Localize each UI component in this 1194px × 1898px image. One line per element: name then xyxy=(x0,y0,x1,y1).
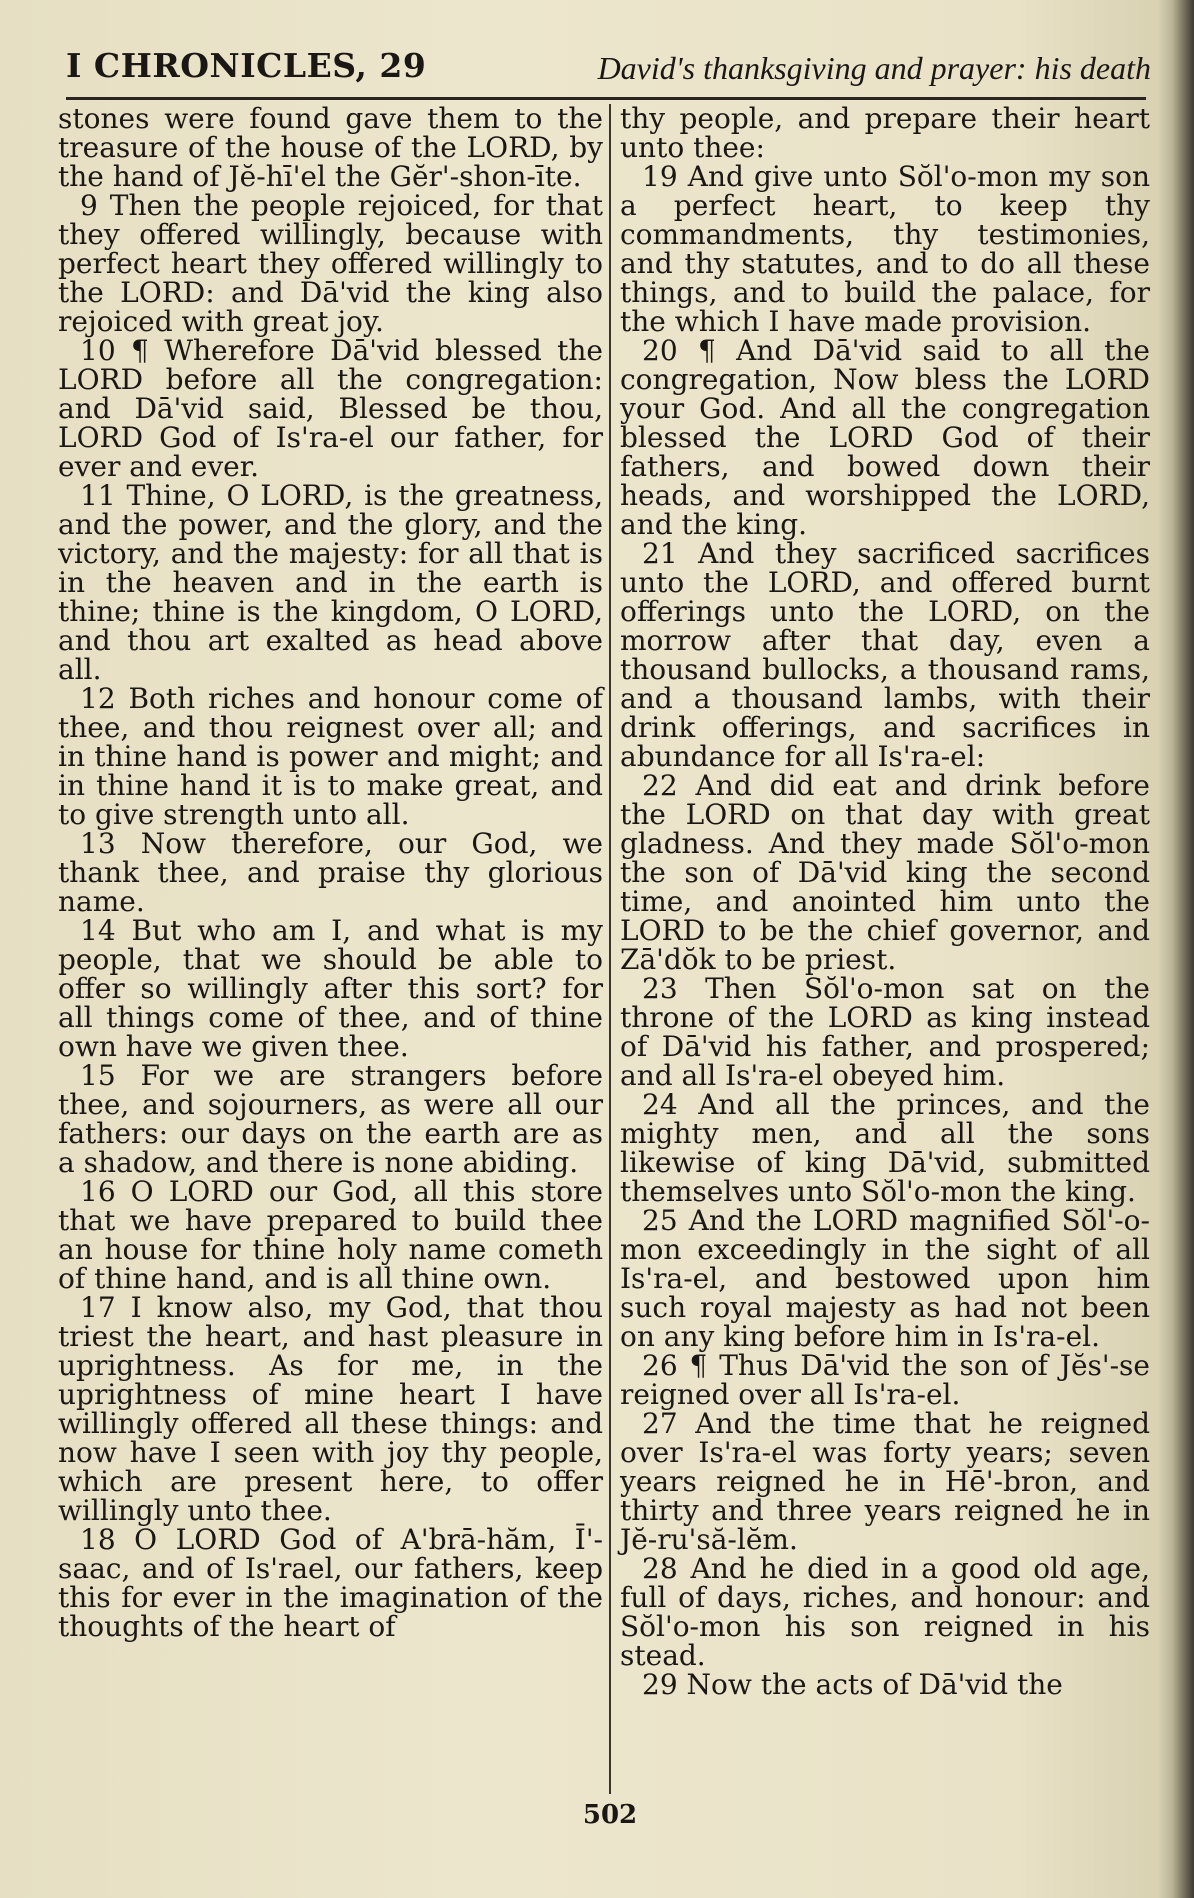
verse-19: 19 And give unto Sŏl'o-mon my son a perfect heart, to keep thy commandments, thy testimonies, and thy statutes, and to do all these things, and to build the palace, for the which I have made provision. xyxy=(620,160,1150,338)
column-divider xyxy=(609,104,611,1794)
page-edge-shadow xyxy=(1172,0,1194,1898)
verse-29: 29 Now the acts of Dā'vid the xyxy=(642,1668,1063,1701)
verse-25: 25 And the LORD magnified Sŏl'-o-mon exceedingly in the sight of all Is'ra-el, and bestowed upon him such royal majesty as had not been on any king before him in Is'ra-el. xyxy=(620,1204,1150,1353)
verse-23: 23 Then Sŏl'o-mon sat on the throne of the LORD as king instead of Dā'vid his father, and prospered; and all Is'ra-el obeyed him. xyxy=(620,972,1150,1092)
verse-13: 13 Now therefore, our God, we thank thee, and praise thy glorious name. xyxy=(58,827,603,918)
verse-20: 20 ¶ And Dā'vid said to all the congregation, Now bless the LORD your God. And all the congregation blessed the LORD God of their fathers, and bowed down their heads, and worshipped the LORD, and the king. xyxy=(620,334,1150,541)
verse-28: 28 And he died in a good old age, full of days, riches, and honour: and Sŏl'o-mon his son reigned in his stead. xyxy=(620,1552,1150,1672)
verse-14: 14 But who am I, and what is my people, that we should be able to offer so willingly after this sort? for all things come of thee, and of thine own have we given thee. xyxy=(58,914,603,1063)
left-column xyxy=(58,104,603,1804)
verse-18: 18 O LORD God of A'brā-hăm, Ī'-saac, and of Is'rael, our fathers, keep this for ever in the imagination of the thoughts of the heart of xyxy=(58,1523,603,1643)
verse-15: 15 For we are strangers before thee, and sojourners, as were all our fathers: our days on the earth are as a shadow, and there is none abiding. xyxy=(58,1059,603,1179)
verse-26: 26 ¶ Thus Dā'vid the son of Jĕs'-se reigned over all Is'ra-el. xyxy=(620,1349,1150,1411)
verse-9: 9 Then the people rejoiced, for that they offered willingly, because with perfect heart they offered willingly to the LORD: and Dā'vid the king also rejoiced with great joy. xyxy=(58,189,603,338)
verse-17: 17 I know also, my God, that thou triest the heart, and hast pleasure in uprightness. As for me, in the uprightness of mine heart I have willingly offered all these things: and now have I seen with joy thy people, which are present here, to offer willingly unto thee. xyxy=(58,1291,603,1527)
page-header xyxy=(66,40,1151,100)
running-title: David's thanksgiving and prayer: his death xyxy=(597,50,1151,86)
verse-21: 21 And they sacrificed sacrifices unto the LORD, and offered burnt offerings unto the LORD, on the morrow after that day, even a thousand bullocks, a thousand rams, and a thousand lambs, with their drink offerings, and sacrifices in abundance for all Is'ra-el: xyxy=(620,537,1150,773)
verse-12: 12 Both riches and honour come of thee, and thou reignest over all; and in thine hand is power and might; and in thine hand it is to make great, and to give strength unto all. xyxy=(58,682,603,831)
verse-16: 16 O LORD our God, all this store that we have prepared to build thee an house for thine holy name cometh of thine hand, and is all thine own. xyxy=(58,1175,603,1295)
verse-22: 22 And did eat and drink before the LORD on that day with great gladness. And they made Sŏl'o-mon the son of Dā'vid king the second time, and anointed him unto the LORD to be the chief governor, and Zā'dŏk to be priest. xyxy=(620,769,1150,976)
verse-10: 10 ¶ Wherefore Dā'vid blessed the LORD before all the congregation: and Dā'vid said, Blessed be thou, LORD God of Is'ra-el our father, for ever and ever. xyxy=(58,334,603,483)
verse-continuation: stones were found gave them to the treasure of the house of the LORD, by the hand of Jĕ-hī'el the Gĕr'-shon-īte. xyxy=(58,102,603,193)
verse-27: 27 And the time that he reigned over Is'ra-el was forty years; seven years reigned he in Hē'-bron, and thirty and three years reigned he in Jĕ-ru'să-lĕm. xyxy=(620,1407,1150,1556)
header-rule xyxy=(66,97,1146,100)
verse-continuation: thy people, and prepare their heart unto thee: xyxy=(620,102,1150,164)
book-chapter-heading: I CHRONICLES, 29 xyxy=(66,46,427,85)
verse-24: 24 And all the princes, and the mighty men, and all the sons likewise of king Dā'vid, submitted themselves unto Sŏl'o-mon the king. xyxy=(620,1088,1150,1208)
verse-11: 11 Thine, O LORD, is the greatness, and the power, and the glory, and the victory, and the majesty: for all that is in the heaven and in the earth is thine; thine is the kingdom, O LORD, and thou art exalted as head above all. xyxy=(58,479,603,686)
page-number: 502 xyxy=(582,1800,638,1830)
right-column xyxy=(620,104,1150,1804)
